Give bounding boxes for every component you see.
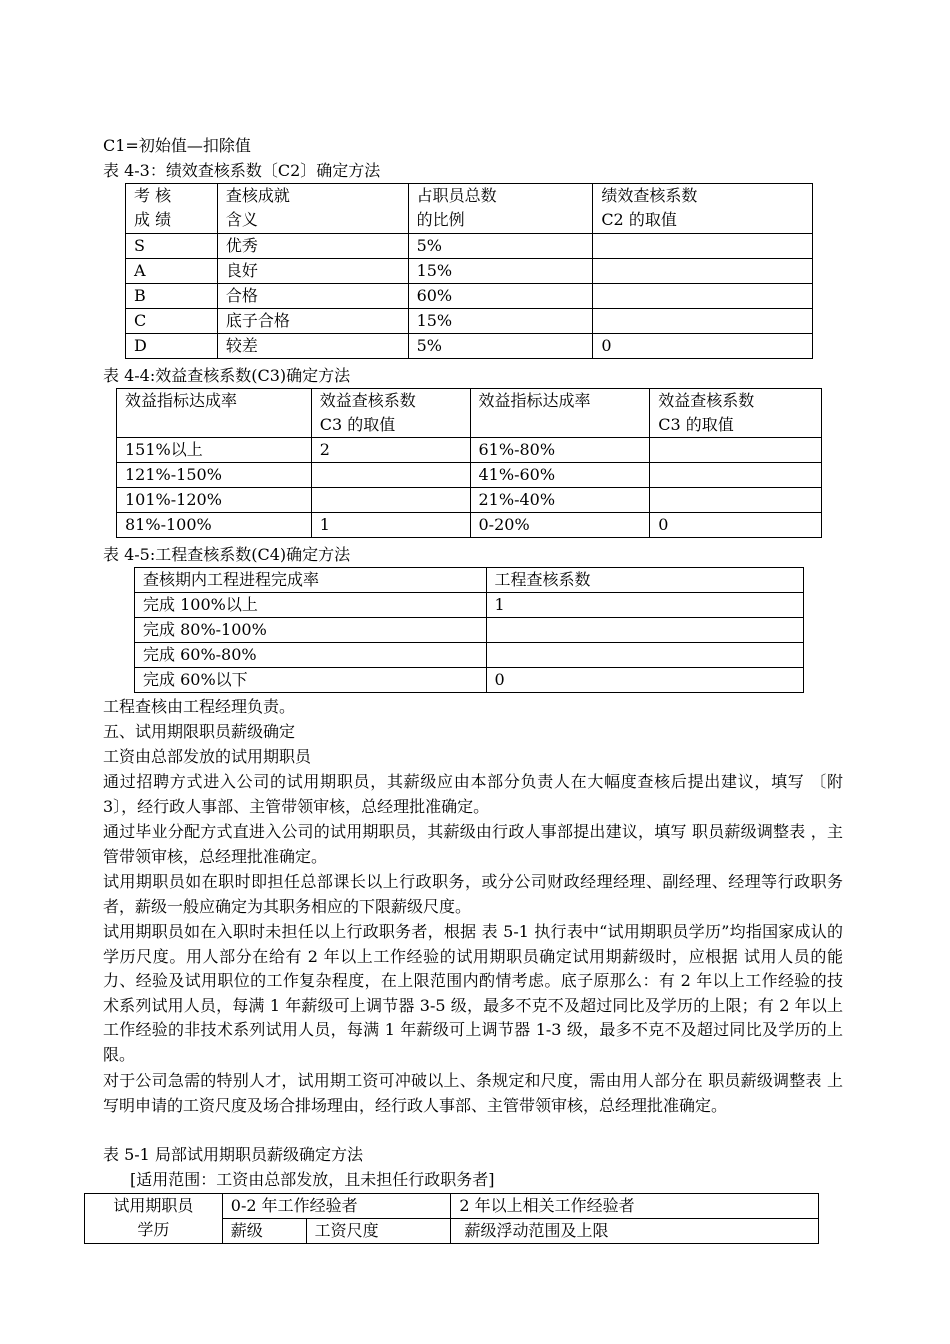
table-header-row [85,1194,819,1219]
table-row [135,643,804,668]
table-4-5-caption: 表 4-5:工程查核系数(C4)确定方法 [103,545,351,564]
table-header-row [117,389,822,438]
table-cell [593,284,813,309]
table-cell: D [126,334,218,359]
table-cell [593,234,813,259]
header-cell-education: 试用期职员 学历 [85,1194,223,1244]
header-cell: 占职员总数 的比例 [408,184,593,234]
table-cell: 61%-80% [470,438,650,463]
table-4-4 [116,388,822,538]
header-cell: 查核期内工程进程完成率 [135,568,487,593]
table-row [126,284,813,309]
paragraph: 通过毕业分配方式直进入公司的试用期职员，其薪级由行政人事部提出建议，填写 职员薪级调整表 ，主管带领审核，总经理批准确定。 [103,822,843,866]
table-cell [311,488,470,513]
table-cell [650,438,822,463]
body-line: 工程查核由工程经理负责。 [103,697,296,716]
table-cell: 15% [408,259,593,284]
table-row [126,259,813,284]
body-line: 工资由总部发放的试用期职员 [103,747,312,766]
table-cell [593,259,813,284]
table-row [135,593,804,618]
header-cell: 查核成就 含义 [217,184,408,234]
formula-text: C1=初始值—扣除值 [103,136,251,155]
table-cell [486,618,803,643]
table-4-5 [134,567,804,693]
header-cell: 效益查核系数 C3 的取值 [650,389,822,438]
table-row [117,488,822,513]
table-cell [486,643,803,668]
table-5-1 [84,1193,819,1244]
table-4-3-caption: 表 4-3：绩效查核系数〔C2〕确定方法 [103,161,381,180]
table-cell: 良好 [217,259,408,284]
header-cell: 考 核 成 绩 [126,184,218,234]
header-cell: 工程查核系数 [486,568,803,593]
table-cell: 15% [408,309,593,334]
table-cell: 151%以上 [117,438,312,463]
table-cell: S [126,234,218,259]
table-row [126,234,813,259]
header-cell: 2 年以上相关工作经验者 [451,1194,819,1219]
paragraph: 试用期职员如在职时即担任总部课长以上行政职务，或分公司财政经理经理、副经理、经理等行政职务者，薪级一般应确定为其职务相应的下限薪级尺度。 [103,872,843,916]
table-cell: 5% [408,334,593,359]
table-cell: 合格 [217,284,408,309]
table-cell: C [126,309,218,334]
table-cell: 1 [486,593,803,618]
table-cell: 21%-40% [470,488,650,513]
table-cell [593,309,813,334]
table-row [117,513,822,538]
table-cell: 101%-120% [117,488,312,513]
table-header-row [135,568,804,593]
table-row [135,618,804,643]
table-4-3 [125,183,813,359]
table-header-row [126,184,813,234]
table-cell: 0 [593,334,813,359]
table-cell [650,463,822,488]
header-cell: 薪级 [222,1219,306,1244]
table-cell: 1 [311,513,470,538]
table-cell: 完成 100%以上 [135,593,487,618]
table-cell: B [126,284,218,309]
header-cell: 效益指标达成率 [470,389,650,438]
header-cell: 效益查核系数 C3 的取值 [311,389,470,438]
section-heading: 五、试用期限职员薪级确定 [103,722,296,741]
table-cell: 完成 80%-100% [135,618,487,643]
table-cell: 0 [650,513,822,538]
table-cell: 优秀 [217,234,408,259]
table-cell [650,488,822,513]
table-cell: 完成 60%以下 [135,668,487,693]
table-cell: 121%-150% [117,463,312,488]
table-cell: 完成 60%-80% [135,643,487,668]
header-cell: 绩效查核系数 C2 的取值 [593,184,813,234]
table-4-4-caption: 表 4-4:效益查核系数(C3)确定方法 [103,366,351,385]
table-row [117,463,822,488]
table-cell: 0 [486,668,803,693]
table-cell: 0-20% [470,513,650,538]
paragraph: 对于公司急需的特别人才，试用期工资可冲破以上、条规定和尺度，需由用人部分在 职员薪级调整表 上写明申请的工资尺度及场合排场理由，经行政人事部、主管带领审核，总经理批准确定。 [103,1071,843,1115]
table-cell: 81%-100% [117,513,312,538]
table-cell: 41%-60% [470,463,650,488]
table-cell: 较差 [217,334,408,359]
paragraph: 通过招聘方式进入公司的试用期职员，其薪级应由本部分负责人在大幅度查核后提出建议，填写 〔附 3〕，经行政人事部、主管带领审核，总经理批准确定。 [103,772,843,816]
header-cell: 效益指标达成率 [117,389,312,438]
table-row [126,309,813,334]
header-cell: 0-2 年工作经验者 [222,1194,451,1219]
table-row [135,668,804,693]
table-cell: 60% [408,284,593,309]
paragraph: 试用期职员如在入职时未担任以上行政职务者，根据 表 5-1 执行表中“试用期职员学历”均指国家成认的学历尺度。用人部分在给有 2 年以上工作经验的试用期职员确定试用期薪级时，应根据 试用人员的能力、经验及试用职位的工作复杂程度，在上限范围内酌情考虑。底子原那么：有 2 年以上工作经验的技术系列试用人员，每满 1 年薪级可上调节器 3-5 级，最多不克不及超过同比及学历的上限；有 2 年以上工作经验的非技术系列试用人员，每满 1 年薪级可上调节器 1-3 级，最多不克不及超过同比及学历的上限。 [103,922,843,1064]
header-cell: 薪级浮动范围及上限 [451,1219,819,1244]
table-cell: 5% [408,234,593,259]
table-row [126,334,813,359]
table-cell: 2 [311,438,470,463]
table-cell: A [126,259,218,284]
table-row [117,438,822,463]
table-cell: 底子合格 [217,309,408,334]
table-5-1-caption: 表 5-1 局部试用期职员薪级确定方法 [103,1145,363,1164]
table-cell [311,463,470,488]
table-5-1-scope: [适用范围：工资由总部发放，且未担任行政职务者] [130,1170,495,1189]
header-cell: 工资尺度 [306,1219,451,1244]
